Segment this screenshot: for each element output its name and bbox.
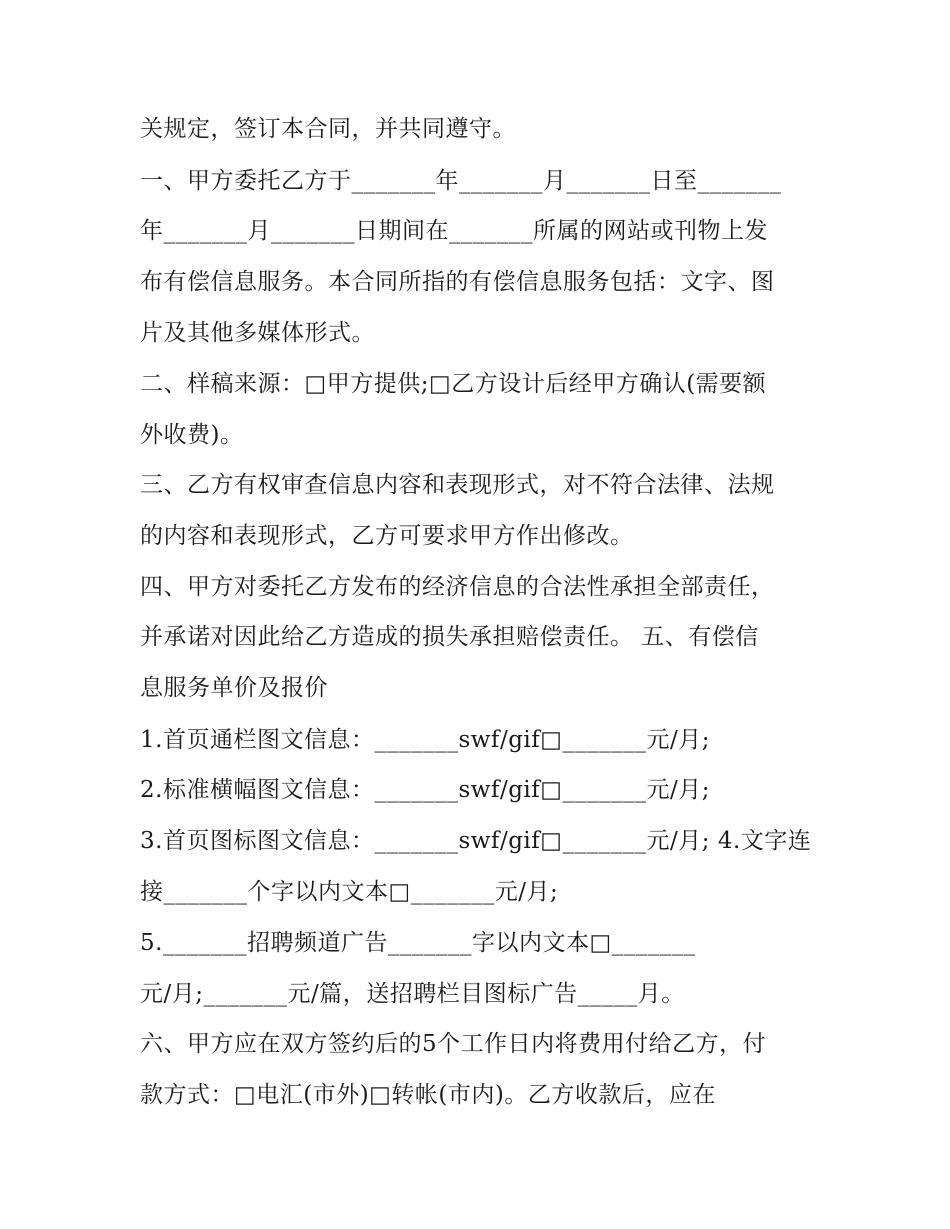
text-line: 息服务单价及报价: [140, 675, 328, 701]
text-line: 三、乙方有权审查信息内容和表现形式，对不符合法律、法规: [140, 472, 775, 498]
text-line: 片及其他多媒体形式。: [140, 320, 375, 346]
text-line: 接_______个字以内文本□_______元/月;: [140, 879, 559, 905]
text-line: 布有偿信息服务。本合同所指的有偿信息服务包括：文字、图: [140, 269, 775, 295]
text-line: 关规定，签订本合同，并共同遵守。: [140, 116, 516, 142]
text-line: 年_______月_______日期间在_______所属的网站或刊物上发: [140, 218, 768, 244]
text-line: 四、甲方对委托乙方发布的经济信息的合法性承担全部责任，: [140, 574, 775, 600]
text-line: 二、样稿来源：□甲方提供;□乙方设计后经甲方确认(需要额: [140, 371, 767, 397]
text-line: 外收费)。: [140, 422, 244, 448]
text-line: 1.首页通栏图文信息：_______swf/gif□_______元/月;: [140, 727, 711, 753]
text-line: 元/月;_______元/篇，送招聘栏目图标广告_____月。: [140, 981, 685, 1007]
text-line: 的内容和表现形式，乙方可要求甲方作出修改。: [140, 523, 634, 549]
text-line: 款方式：□电汇(市外)□转帐(市内)。乙方收款后，应在: [140, 1082, 716, 1108]
text-line: 六、甲方应在双方签约后的5个工作日内将费用付给乙方，付: [140, 1031, 767, 1057]
text-line: 5._______招聘频道广告_______字以内文本□_______: [140, 930, 696, 956]
text-line: 3.首页图标图文信息：_______swf/gif□_______元/月; 4.文字连: [140, 828, 812, 854]
text-line: 一、甲方委托乙方于_______年_______月_______日至_______: [140, 168, 782, 194]
text-line: 并承诺对因此给乙方造成的损失承担赔偿责任。 五、有偿信: [140, 624, 759, 650]
text-line: 2.标准横幅图文信息：_______swf/gif□_______元/月;: [140, 777, 711, 803]
